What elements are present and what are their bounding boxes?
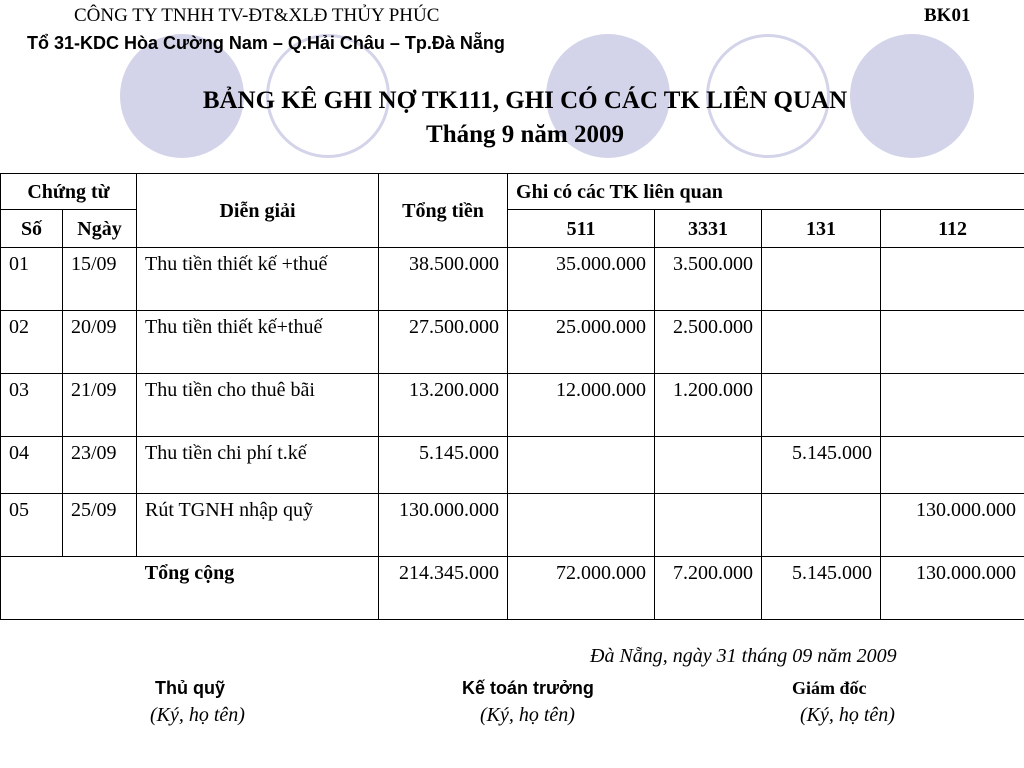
cell-date: 15/09 — [63, 248, 137, 311]
cell-3331: 1.200.000 — [655, 374, 762, 437]
header-date: Ngày — [63, 210, 137, 248]
cell-511 — [508, 494, 655, 557]
table-row — [1, 437, 1024, 494]
cell-total: 38.500.000 — [379, 248, 508, 311]
cell-number: 02 — [1, 311, 63, 374]
table-row — [1, 311, 1024, 374]
header-description: Diễn giải — [137, 174, 379, 248]
cell-511: 25.000.000 — [508, 311, 655, 374]
cell-112 — [881, 374, 1024, 437]
signer-director-title: Giám đốc — [792, 678, 867, 698]
table-row — [1, 248, 1024, 311]
cell-date: 25/09 — [63, 494, 137, 557]
cell-112: 130.000.000 — [881, 494, 1024, 557]
signer-cashier-note: (Ký, họ tên) — [150, 704, 245, 726]
header-account-3331: 3331 — [655, 210, 762, 248]
cell-total: 27.500.000 — [379, 311, 508, 374]
ledger-table — [0, 173, 1024, 620]
cell-131: 5.145.000 — [762, 437, 881, 494]
total-row — [1, 557, 1024, 620]
header-voucher: Chứng từ — [1, 174, 137, 210]
cell-3331: 3.500.000 — [655, 248, 762, 311]
cell-description: Rút TGNH nhập quỹ — [137, 494, 379, 557]
total-label: Tổng cộng — [1, 557, 379, 620]
cell-date: 20/09 — [63, 311, 137, 374]
table-row — [1, 494, 1024, 557]
cell-total: 130.000.000 — [379, 494, 508, 557]
document-period: Tháng 9 năm 2009 — [426, 121, 624, 148]
total-131: 5.145.000 — [762, 557, 881, 620]
cell-date: 23/09 — [63, 437, 137, 494]
total-511: 72.000.000 — [508, 557, 655, 620]
cell-511: 35.000.000 — [508, 248, 655, 311]
cell-number: 04 — [1, 437, 63, 494]
total-amount: 214.345.000 — [379, 557, 508, 620]
document-code: BK01 — [924, 5, 971, 26]
cell-3331 — [655, 437, 762, 494]
cell-number: 03 — [1, 374, 63, 437]
cell-description: Thu tiền chi phí t.kế — [137, 437, 379, 494]
cell-112 — [881, 311, 1024, 374]
signer-cashier-title: Thủ quỹ — [155, 678, 225, 698]
header-credit-accounts: Ghi có các TK liên quan — [508, 174, 1024, 210]
signer-chief-accountant-note: (Ký, họ tên) — [480, 704, 575, 726]
cell-3331: 2.500.000 — [655, 311, 762, 374]
cell-description: Thu tiền thiết kế+thuế — [137, 311, 379, 374]
document-title: BẢNG KÊ GHI NỢ TK111, GHI CÓ CÁC TK LIÊN QUAN — [202, 87, 848, 114]
cell-511: 12.000.000 — [508, 374, 655, 437]
cell-total: 13.200.000 — [379, 374, 508, 437]
signer-chief-accountant-title: Kế toán trưởng — [462, 678, 594, 698]
cell-511 — [508, 437, 655, 494]
header-account-131: 131 — [762, 210, 881, 248]
cell-131 — [762, 494, 881, 557]
place-date-line: Đà Nẵng, ngày 31 tháng 09 năm 2009 — [590, 645, 897, 667]
header-number: Số — [1, 210, 63, 248]
header-account-112: 112 — [881, 210, 1024, 248]
cell-112 — [881, 437, 1024, 494]
cell-3331 — [655, 494, 762, 557]
table-row — [1, 374, 1024, 437]
total-3331: 7.200.000 — [655, 557, 762, 620]
cell-description: Thu tiền cho thuê bãi — [137, 374, 379, 437]
total-112: 130.000.000 — [881, 557, 1024, 620]
company-name: CÔNG TY TNHH TV-ĐT&XLĐ THỦY PHÚC — [74, 5, 440, 26]
company-address: Tổ 31-KDC Hòa Cường Nam – Q.Hải Châu – Tp.Đà Nẵng — [27, 33, 505, 53]
cell-date: 21/09 — [63, 374, 137, 437]
cell-131 — [762, 374, 881, 437]
cell-131 — [762, 248, 881, 311]
cell-number: 05 — [1, 494, 63, 557]
header-account-511: 511 — [508, 210, 655, 248]
signer-director-note: (Ký, họ tên) — [800, 704, 895, 726]
cell-description: Thu tiền thiết kế +thuế — [137, 248, 379, 311]
header-total: Tổng tiền — [379, 174, 508, 248]
cell-131 — [762, 311, 881, 374]
cell-112 — [881, 248, 1024, 311]
cell-total: 5.145.000 — [379, 437, 508, 494]
cell-number: 01 — [1, 248, 63, 311]
